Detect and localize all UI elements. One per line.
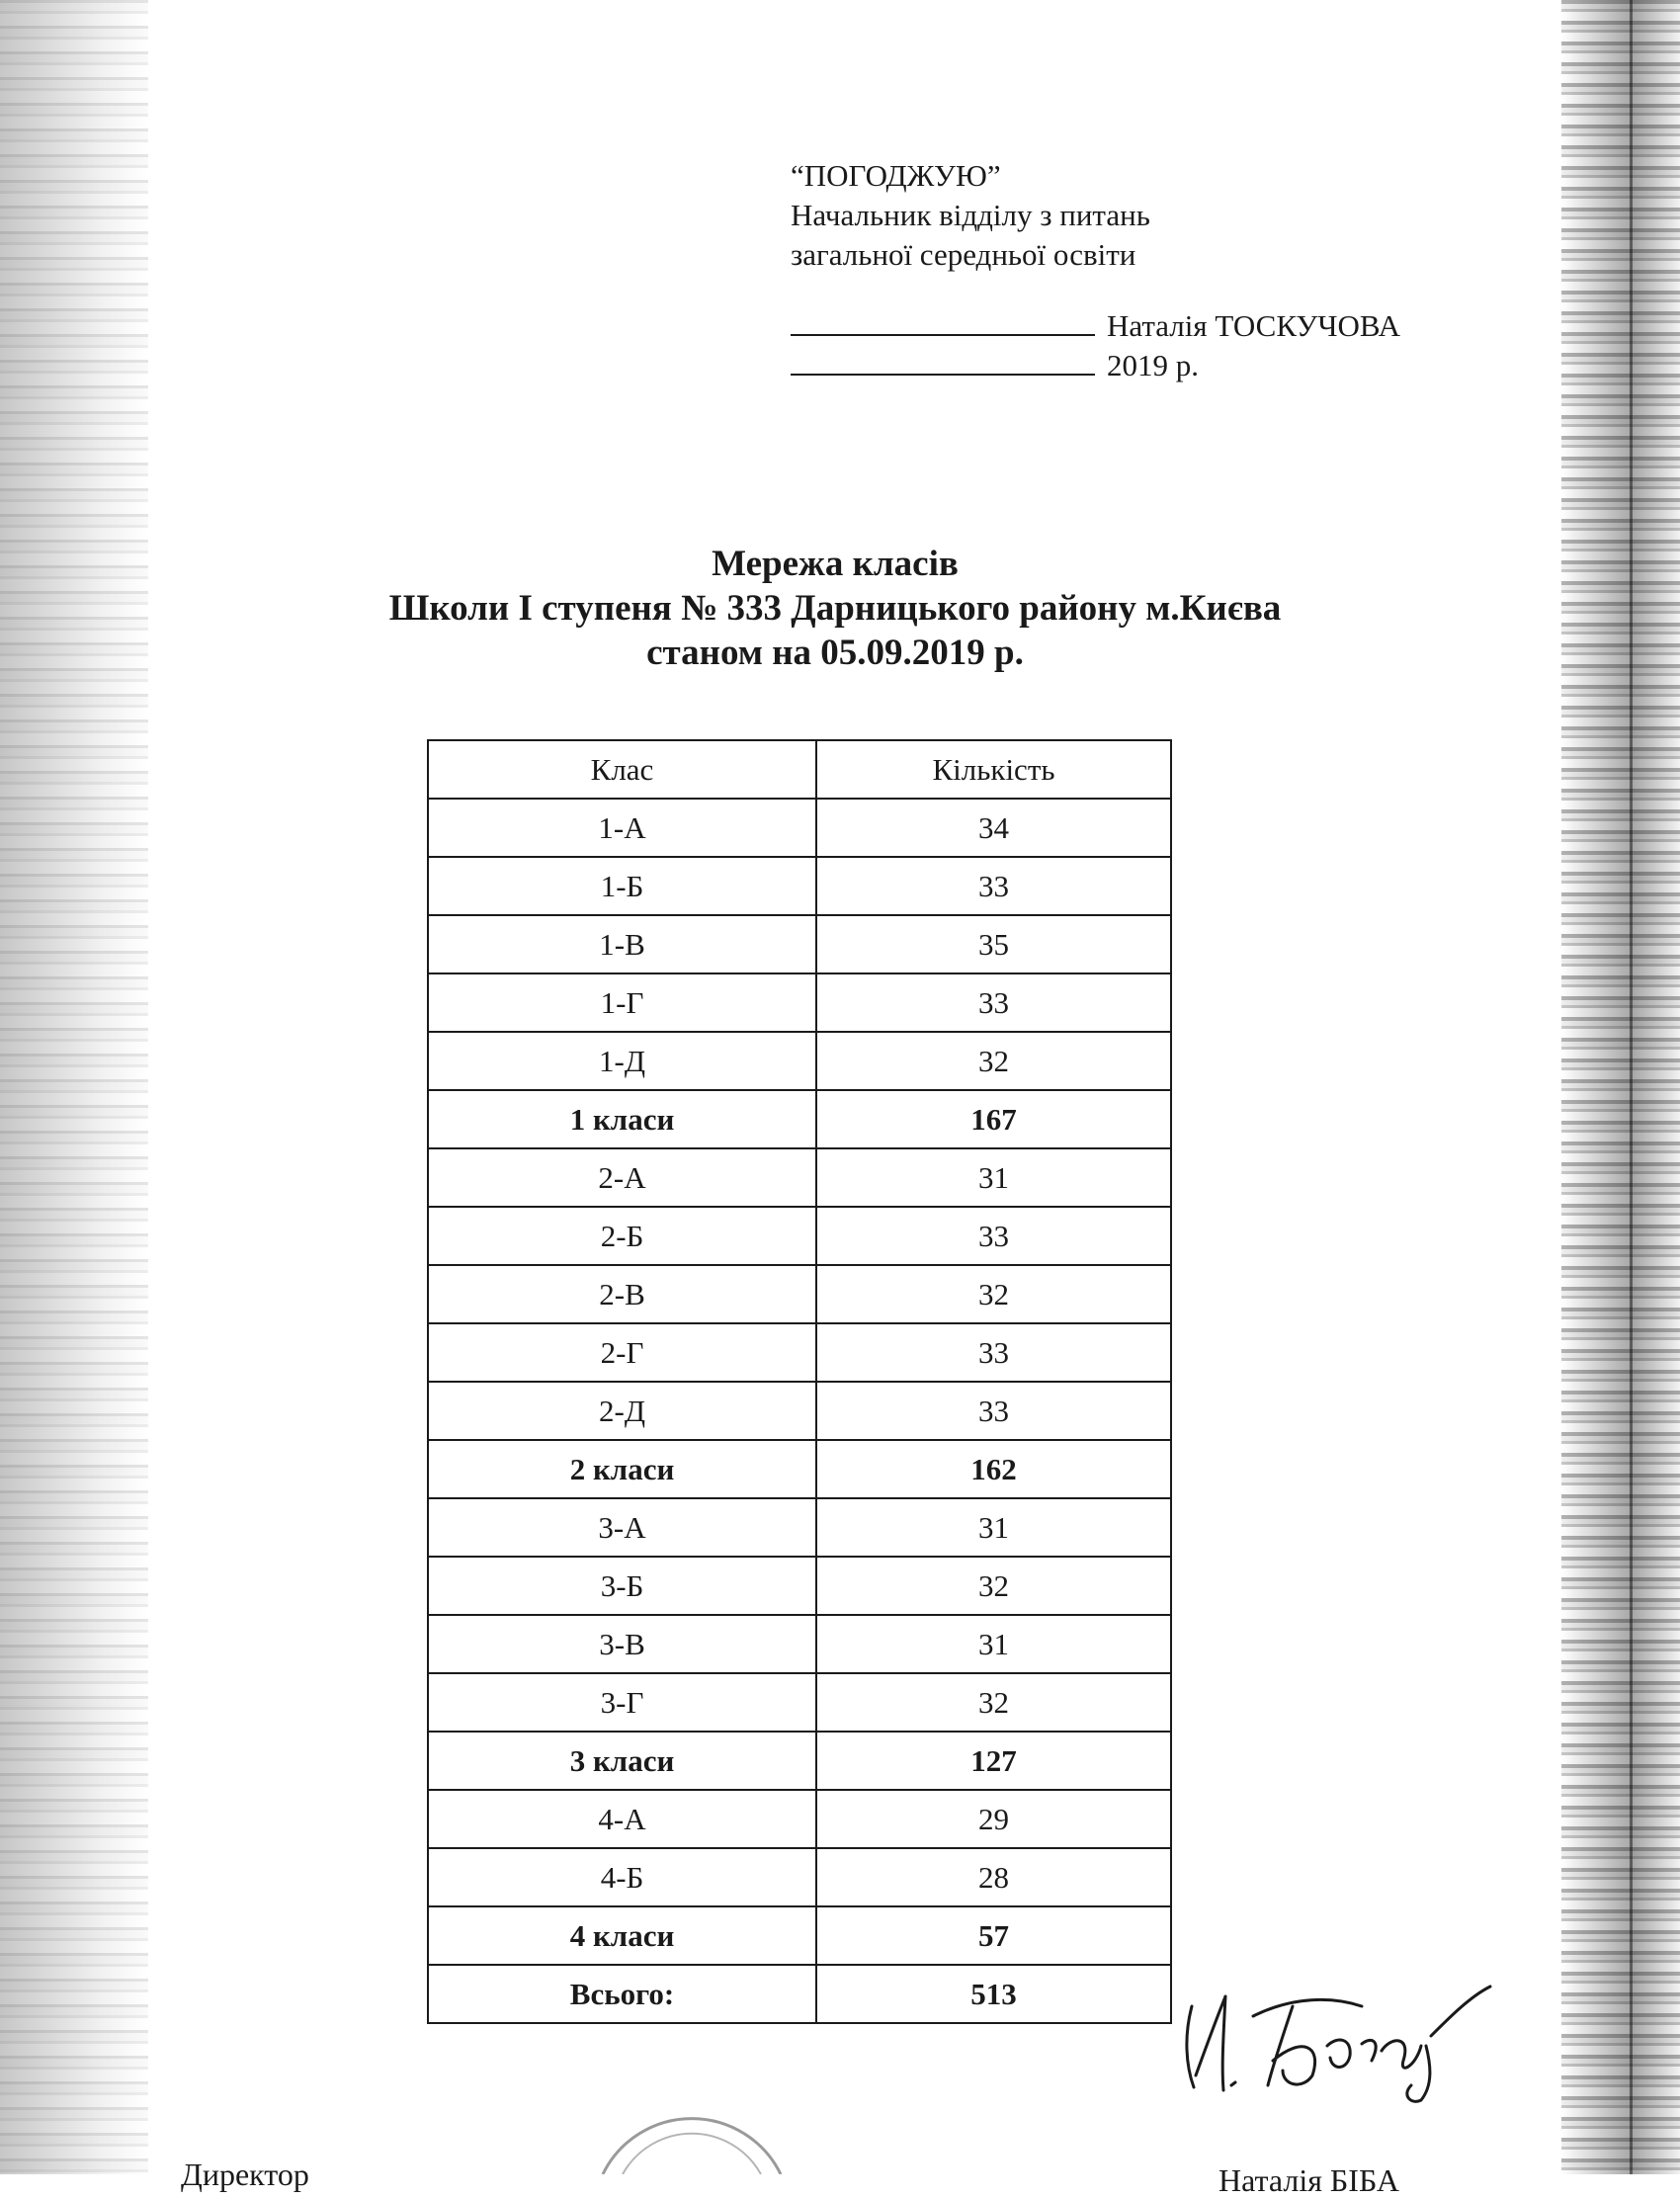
scan-edge-line [1630,0,1633,2174]
header-count: Кількість [816,740,1171,799]
approval-heading: “ПОГОДЖУЮ” [791,158,1001,193]
count-cell: 33 [816,857,1171,915]
class-cell: 3-В [428,1615,816,1673]
class-cell: 2-В [428,1265,816,1323]
count-cell: 167 [816,1090,1171,1148]
class-cell: 3-Б [428,1557,816,1615]
table-row [428,1148,1171,1207]
class-cell: 3 класи [428,1732,816,1790]
count-cell: 31 [816,1615,1171,1673]
count-cell: 32 [816,1557,1171,1615]
class-cell: 1-Д [428,1032,816,1090]
table-row [428,915,1171,973]
table-header-row [428,740,1171,799]
subtotal-row [428,1440,1171,1498]
count-cell: 57 [816,1906,1171,1965]
class-cell: 1-Б [428,857,816,915]
table-row [428,1032,1171,1090]
count-cell: 33 [816,1323,1171,1382]
footer-director-label: Директор [181,2157,309,2192]
subtotal-row [428,1906,1171,1965]
class-cell: 2-А [428,1148,816,1207]
scan-edge-right [1561,0,1680,2174]
document-title [247,542,1423,675]
table-row [428,1498,1171,1557]
class-cell: 4-А [428,1790,816,1848]
class-cell: 1-А [428,799,816,857]
count-cell: 35 [816,915,1171,973]
approval-date-line [791,346,1400,385]
count-cell: 33 [816,1382,1171,1440]
total-row [428,1965,1171,2023]
class-cell: 2-Б [428,1207,816,1265]
count-cell: 28 [816,1848,1171,1906]
approval-name: Наталія ТОСКУЧОВА [1107,308,1401,343]
class-cell: 3-А [428,1498,816,1557]
approval-year: 2019 р. [1107,348,1199,382]
table-row [428,1790,1171,1848]
date-blank [791,348,1095,376]
class-cell: 2 класи [428,1440,816,1498]
table-row [428,1382,1171,1440]
title-line3: станом на 05.09.2019 р. [646,633,1024,673]
count-cell: 29 [816,1790,1171,1848]
table-row [428,1673,1171,1732]
approval-position-line2: загальної середньої освіти [791,237,1136,272]
class-cell: Всього: [428,1965,816,2023]
class-cell: 2-Г [428,1323,816,1382]
table-row [428,1323,1171,1382]
title-line1: Мережа класів [712,544,959,584]
table-row [428,799,1171,857]
count-cell: 32 [816,1032,1171,1090]
table-row [428,1207,1171,1265]
count-cell: 127 [816,1732,1171,1790]
count-cell: 33 [816,1207,1171,1265]
class-cell: 1-В [428,915,816,973]
class-cell: 4 класи [428,1906,816,1965]
count-cell: 32 [816,1673,1171,1732]
table-row [428,1265,1171,1323]
class-cell: 1 класи [428,1090,816,1148]
footer-director-name: Наталія БІБА [1218,2162,1400,2198]
class-cell: 3-Г [428,1673,816,1732]
signature-blank [791,308,1095,336]
table-row [428,1615,1171,1673]
class-network-table [427,739,1172,2024]
approval-signature-line [791,306,1400,346]
count-cell: 34 [816,799,1171,857]
count-cell: 513 [816,1965,1171,2023]
header-class: Клас [428,740,816,799]
subtotal-row [428,1732,1171,1790]
count-cell: 162 [816,1440,1171,1498]
class-cell: 2-Д [428,1382,816,1440]
handwritten-signature [1174,1967,1510,2105]
class-cell: 4-Б [428,1848,816,1906]
approval-position-line1: Начальник відділу з питань [791,198,1150,232]
stamp-fragment [593,2115,791,2174]
count-cell: 31 [816,1148,1171,1207]
count-cell: 31 [816,1498,1171,1557]
title-line2: Школи І ступеня № 333 Дарницького району м.Києва [388,588,1282,629]
count-cell: 32 [816,1265,1171,1323]
subtotal-row [428,1090,1171,1148]
count-cell: 33 [816,973,1171,1032]
table-row [428,973,1171,1032]
class-cell: 1-Г [428,973,816,1032]
approval-block [791,156,1400,385]
table-row [428,1848,1171,1906]
table-row [428,1557,1171,1615]
table-row [428,857,1171,915]
scan-edge-left [0,0,148,2174]
